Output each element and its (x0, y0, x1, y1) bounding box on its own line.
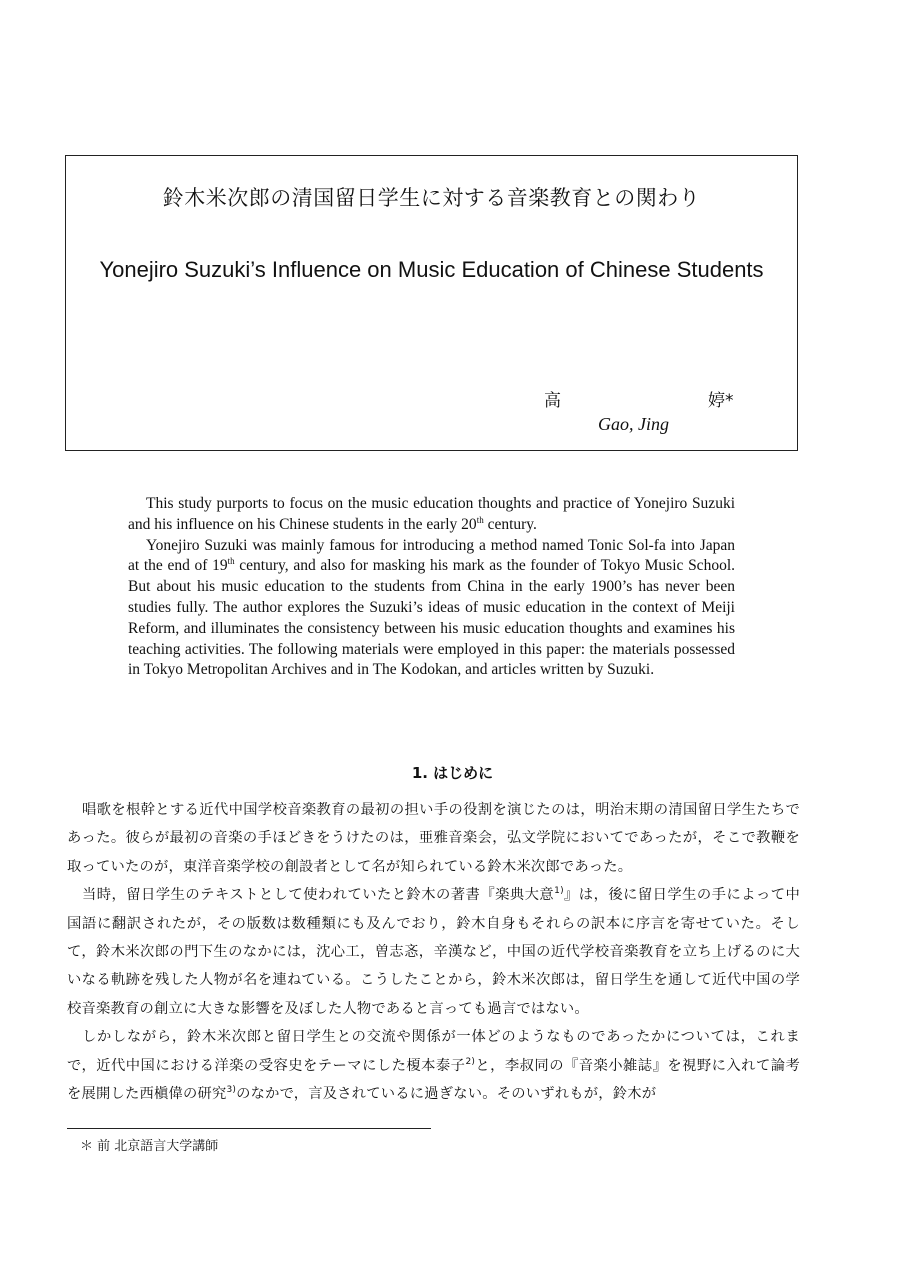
author-name-japanese (544, 386, 744, 411)
footnote-ref-2: 2) (465, 1056, 476, 1067)
body-paragraph-1: 唱歌を根幹とする近代中国学校音楽教育の最初の担い手の役割を演じたのは，明治末期の清国留日学生たちであった。彼らが最初の音楽の手ほどきをうけたのは，亜雅音楽会，弘文学院においてであったが，そこで教鞭を取っていたのが，東洋音楽学校の創設者として名が知られている鈴木米次郎であった。 (67, 802, 800, 875)
author-given-name: 婷* (708, 391, 734, 411)
body-paragraph-2: 当時，留日学生のテキストとして使われていたと鈴木の著書『楽典大意$^{1)}$』は，後に留日学生の手によって中国語に翻訳されたが，その版数は数種類にも及んでおり，鈴木自身もそれらの訳本に序言を寄せていた。そして，鈴木米次郎の門下生のなかには，沈心工，曽志忞，辛漢など，中国の近代学校音楽教育を立ち上げるのに大いなる軌跡を残した人物が名を連ねている。こうしたことから，鈴木米次郎は，留日学生を通して近代中国の学校音楽教育の創立に大きな影響を及ぼした人物であると言っても過言ではない。 (67, 886, 800, 1017)
body-text (67, 796, 800, 1108)
title-box (65, 155, 798, 451)
abstract (128, 494, 735, 681)
title-english: Yonejiro Suzuki’s Influence on Music Education of Chinese Students (99, 257, 764, 282)
abstract-paragraph-1: This study purports to focus on the music education thoughts and practice of Yonejiro Suzuki and his influence on his Chinese students in the early 20th century. (128, 495, 735, 533)
title-japanese: 鈴木米次郎の清国留日学生に対する音楽教育との関わり (162, 186, 701, 210)
footnote-divider (67, 1128, 431, 1129)
footnote-ref-1: 1) (554, 886, 564, 897)
author-name-english: Gao, Jing (598, 414, 669, 434)
abstract-paragraph-2: Yonejiro Suzuki was mainly famous for introducing a method named Tonic Sol-fa into Japan at the end of 19th century, and also for masking his mark as the founder of Tokyo Music School. But about his music education to the students from China in the early 1900’s has never been studies fully. The author explores the Suzuki’s ideas of music education in the context of Meiji Reform, and illuminates the consistency between his music education thoughts and examines his teaching activities. The following materials were employed in this paper: the materials possessed in Tokyo Metropolitan Archives and in The Kodokan, and articles written by Suzuki. (128, 536, 735, 679)
body-paragraph-3: しかしながら，鈴木米次郎と留日学生との交流や関係が一体どのようなものであったかについては，これまで，近代中国における洋楽の受容史をテーマにした榎本泰子$^{2)}$と，李叔同の『音楽小雑誌』を視野に入れて論考を展開した西槇偉の研究$^{3)}$のなかで，言及されているに過ぎない。そのいずれもが，鈴木が (67, 1029, 800, 1103)
section-heading: 1. はじめに (411, 764, 494, 782)
footnote: ＊ 前 北京語言大学講師 (80, 1139, 219, 1154)
author-family-name: 高 (544, 391, 561, 411)
footnote-ref-3: 3) (226, 1085, 237, 1096)
